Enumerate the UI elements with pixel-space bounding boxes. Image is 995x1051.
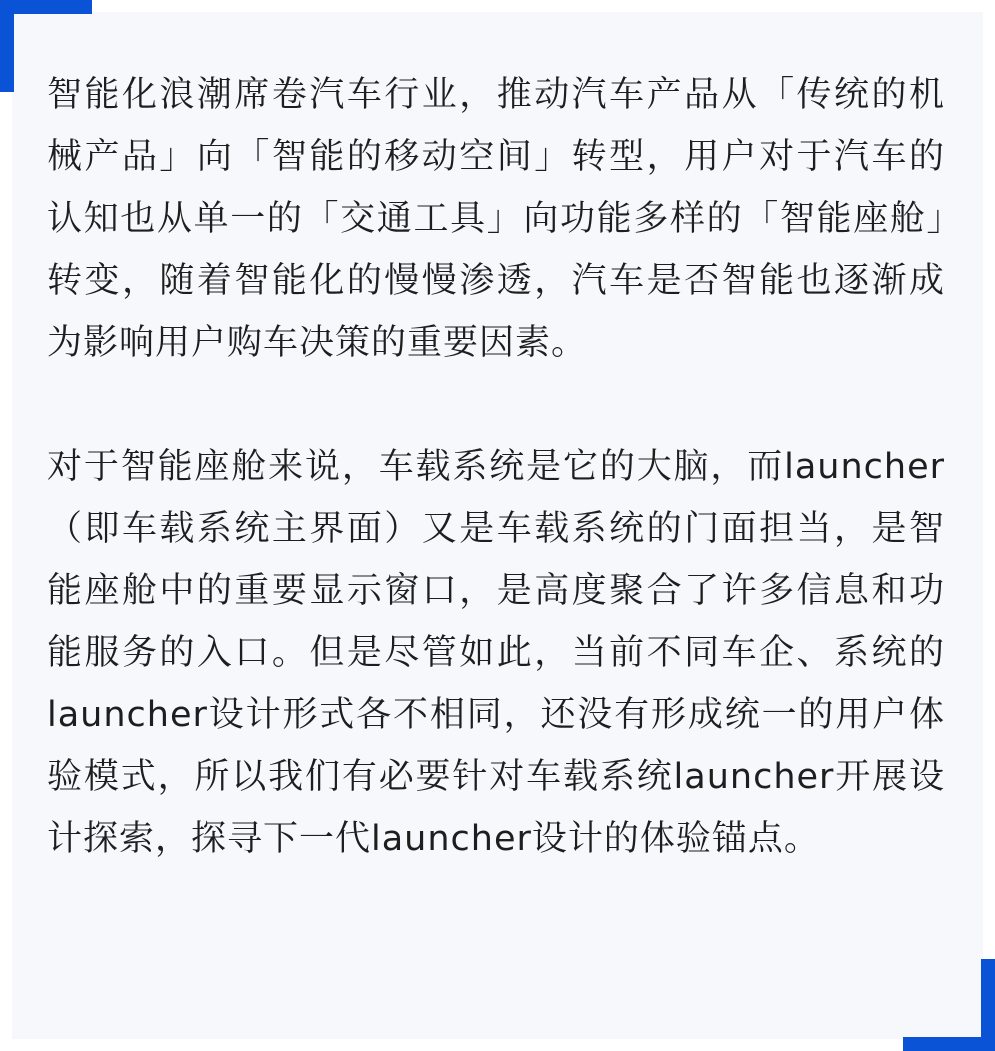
paragraph-intro: 智能化浪潮席卷汽车行业，推动汽车产品从「传统的机械产品」向「智能的移动空间」转型，用户对于汽车的认知也从单一的「交通工具」向功能多样的「智能座舱」转变，随着智能化的慢慢渗透，汽车是否智能也逐渐成为影响用户购车决策的重要因素。 [47, 75, 945, 363]
top-left-corner-bracket-vertical [0, 0, 14, 92]
paragraph-launcher: 对于智能座舱来说，车载系统是它的大脑，而launcher（即车载系统主界面）又是车载系统的门面担当，是智能座舱中的重要显示窗口，是高度聚合了许多信息和功能服务的入口。但是尽管如此，当前不同车企、系统的launcher设计形式各不相同，还没有形成统一的用户体验模式，所以我们有必要针对车载系统launcher开展设计探索，探寻下一代launcher设计的体验锚点。 [47, 447, 945, 859]
bottom-right-corner-bracket-vertical [981, 959, 995, 1051]
article-body [47, 64, 945, 870]
